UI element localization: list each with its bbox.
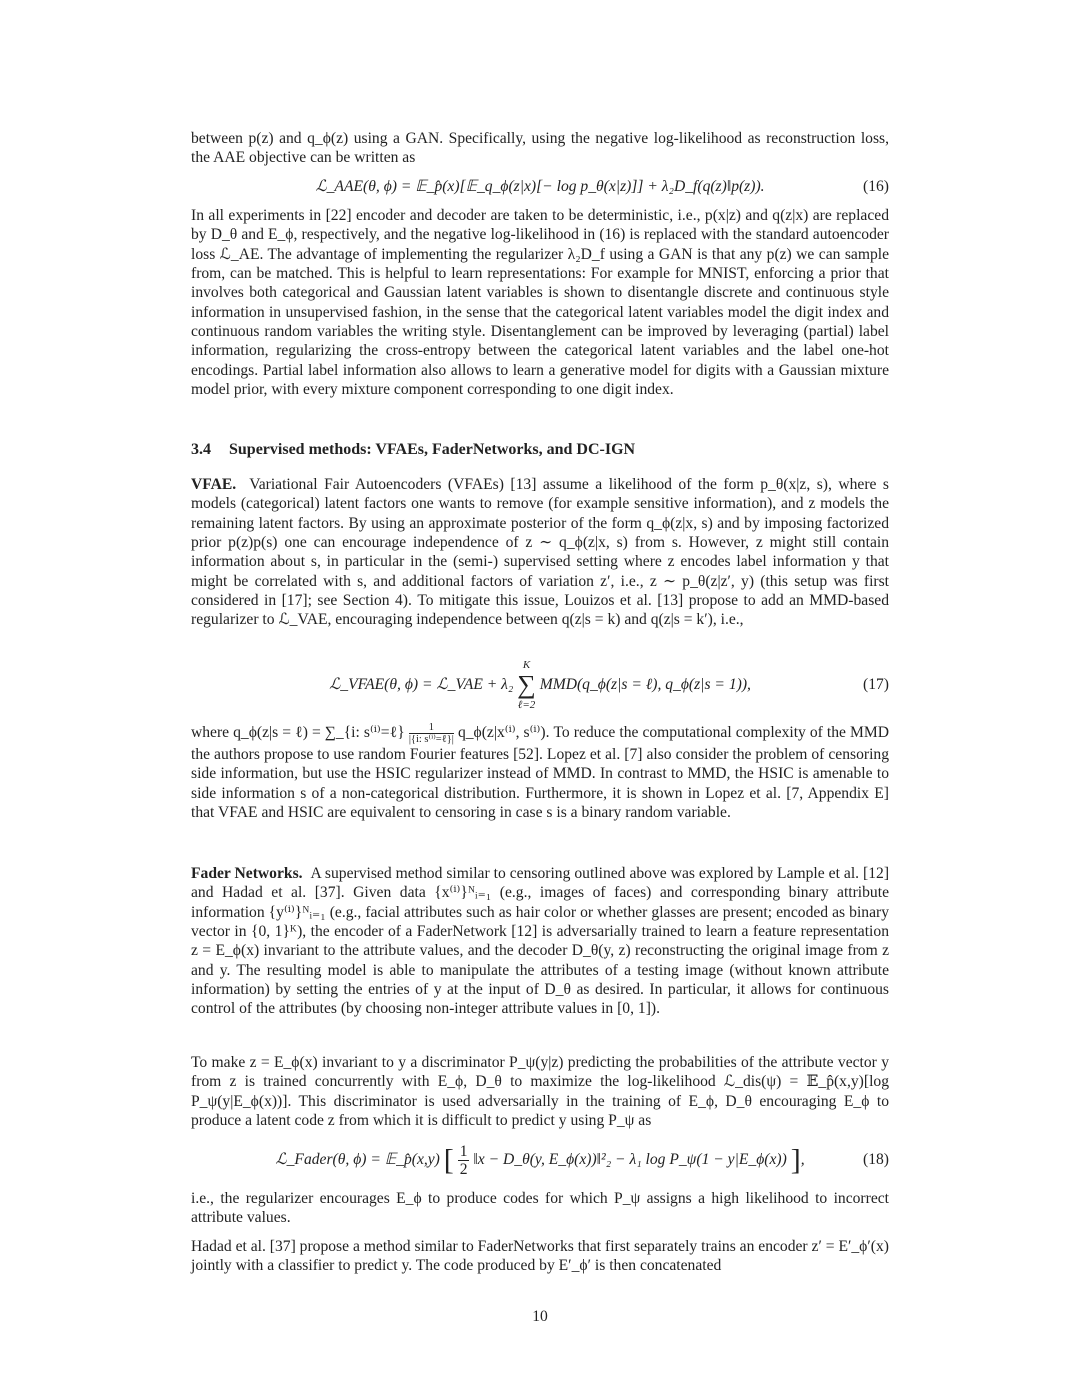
sum-lower-limit: ℓ=2 — [517, 699, 536, 712]
equation-18-numerator: 1 — [459, 1142, 468, 1160]
vfae-followup-paragraph — [191, 722, 889, 822]
regularizer-paragraph — [191, 1189, 889, 1228]
vfae-runin: VFAE. — [191, 476, 237, 493]
fader-runin: Fader Networks. — [191, 865, 303, 882]
vfae-paragraph — [191, 475, 889, 630]
vfae-text: Variational Fair Autoencoders (VFAEs) [13] assume a likelihood of the form p_θ(x|z, s), where s models (categorical) latent factors one wants to remove (for example sensitive information), and z models the remaining latent factors. By using an approximate posterior of the form q_ϕ(z|x, s) and by imposing factorized prior p(z)p(s) one can encourage independence of z ∼ q_ϕ(z|x, s) from s. However, z might still contain information about s, in particular in the (semi-) supervised setting where z encodes label information y that might be correlated with s, and additional factors of variation z′, i.e., z ∼ p_θ(z|z′, y) (this setup was first considered in [17]; see Section 4). To mitigate this issue, Louizos et al. [13] propose to add an MMD-based regularizer to ℒ_VAE, encouraging independence between q(z|s = k) and q(z|s = k′), i.e., — [191, 476, 889, 629]
intro-text: between p(z) and q_ϕ(z) using a GAN. Specifically, using the negative log-likelihood as reconstruction loss, the AAE objective can be written as — [191, 130, 889, 167]
section-title: Supervised methods: VFAEs, FaderNetworks, and DC-IGN — [229, 441, 636, 458]
fraction-denominator: |{i: s⁽ⁱ⁾=ℓ}| — [408, 734, 454, 745]
section-heading — [191, 440, 889, 460]
cardinality-fraction — [409, 722, 454, 745]
fader-paragraph — [191, 864, 889, 1019]
intro-paragraph — [191, 129, 889, 168]
fader-text: A supervised method similar to censoring outlined above was explored by Lample et al. [12] and Hadad et al. [37]. Given data {x⁽ⁱ⁾}ᴺᵢ₌₁ (e.g., images of faces) and corresponding binary attribute information {y⁽ⁱ⁾}ᴺᵢ₌₁ (e.g., facial attributes such as hair color or whether glasses are present; encoded as binary vector in {0, 1}ᴷ), the encoder of a FaderNetwork [12] is adversarially trained to learn a feature representation z = E_ϕ(x) invariant to the attribute values, and the decoder D_θ(y, z) reconstructing the original image from z and y. The resulting model is able to manipulate the attributes of a testing image (without known attribute information) by setting the entries of y at the input of D_θ as desired. In particular, it allows for continuous control of the attributes (by choosing non-integer attribute values in [0, 1]). — [191, 865, 890, 1018]
equation-17 — [191, 656, 889, 714]
equation-17-rhs: MMD(q_ϕ(z|s = ℓ), q_ϕ(z|s = 1)), — [539, 676, 751, 693]
vfae-followup-lead: where q_ϕ(z|s = ℓ) = ∑_{i: s⁽ⁱ⁾=ℓ} — [191, 724, 405, 742]
aae-text: In all experiments in [22] encoder and decoder are taken to be deterministic, i.e., p(x|z) and q(z|x) are replaced by D_θ and E_ϕ, respectively, and the negative log-likelihood in (16) is replaced with the standard autoencoder loss ℒ_AE. The advantage of implementing the regularizer λ₂D_f using a GAN is that any p(z) we can sample from, can be matched. This is helpful to learn representations: For example for MNIST, enforcing a prior that involves both categorical and Gaussian latent variables is shown to disentangle discrete and continuous style information in unsupervised fashion, in the sense that the categorical latent variables model the digit index and continuous random variables the writing style. Disentanglement can be improved by leveraging (partial) label information, regularizing the cross-entropy between the categorical latent variables and the label one-hot encodings. Partial label information also allows to learn a generative model for digits with a Gaussian mixture model prior, with every mixture component corresponding to one digit index. — [191, 207, 889, 399]
discriminator-paragraph — [191, 1053, 889, 1130]
equation-18-fraction — [458, 1143, 470, 1178]
page-number: 10 — [532, 1308, 548, 1325]
aae-paragraph — [191, 206, 889, 399]
hadad-paragraph — [191, 1237, 889, 1276]
discriminator-text: To make z = E_ϕ(x) invariant to y a discriminator P_ψ(y|z) predicting the probabilities of the attribute vector y from z is trained concurrently with E_ϕ, D_θ to maximize the log-likelihood ℒ_dis(ψ) = 𝔼_p̂(x,y)[log P_ψ(y|E_ϕ(x))]. This discriminator is used adversarially in the training of E_ϕ, D_θ encouraging E_ϕ to produce a latent code z from which it is difficult to predict y using P_ψ as — [191, 1054, 889, 1130]
equation-16-number: (16) — [863, 178, 889, 195]
equation-16 — [191, 177, 889, 197]
equation-18-lhs: ℒ_Fader(θ, ϕ) = 𝔼_p̂(x,y) — [275, 1151, 440, 1168]
equation-18-rhs: ‖x − D_θ(y, E_ϕ(x))‖²₂ − λ₁ log P_ψ(1 − y|E_ϕ(x)) — [473, 1151, 787, 1168]
vfae-followup-tail: q_ϕ(z|x⁽ⁱ⁾, s⁽ⁱ⁾). To reduce the computational complexity of the MMD the authors propose to use random Fourier features [52]. Lopez et al. [7] also consider the problem of censoring side information, but use the HSIC regularizer instead of MMD. In contrast to MMD, the HSIC is amenable to side information s of a non-categorical distribution. Furthermore, it is shown in Lopez et al. [7, Appendix E] that VFAE and HSIC are equivalent to censoring in case s is a binary random variable. — [191, 724, 889, 822]
hadad-text: Hadad et al. [37] propose a method similar to FaderNetworks that first separately trains an encoder z′ = E′_ϕ′(x) jointly with a classifier to predict y. The code produced by E′_ϕ′ is then concatenated — [191, 1238, 889, 1275]
summation-symbol: K ∑ ℓ=2 — [517, 659, 536, 712]
equation-18: ℒ_Fader(θ, ϕ) = 𝔼_p̂(x,y) [ $\frac{1}{2}$ ‖x − D_θ(y, E_ϕ(x))‖²₂ − λ₁ log P_ψ(1 − y|E_ϕ(x)) ], (18) — [275, 1142, 889, 1178]
equation-18-number: (18) — [863, 1151, 889, 1168]
section-number: 3.4 — [191, 441, 211, 458]
equation-16-expression: ℒ_AAE(θ, ϕ) = 𝔼_p̂(x)[𝔼_q_ϕ(z|x)[− log p_θ(x|z)]] + λ₂D_f(q(z)‖p(z)). — [315, 178, 765, 195]
sum-upper-limit: K — [522, 659, 531, 672]
equation-17-number: (17) — [863, 676, 889, 693]
equation-18-close: , — [800, 1151, 805, 1168]
fraction-numerator: 1 — [409, 722, 454, 734]
regularizer-text: i.e., the regularizer encourages E_ϕ to produce codes for which P_ψ assigns a high likelihood to incorrect attribute values. — [191, 1190, 889, 1227]
equation-17-lhs: ℒ_VFAE(θ, ϕ) = ℒ_VAE + λ₂ — [329, 676, 514, 693]
equation-18-denominator: 2 — [459, 1160, 468, 1178]
